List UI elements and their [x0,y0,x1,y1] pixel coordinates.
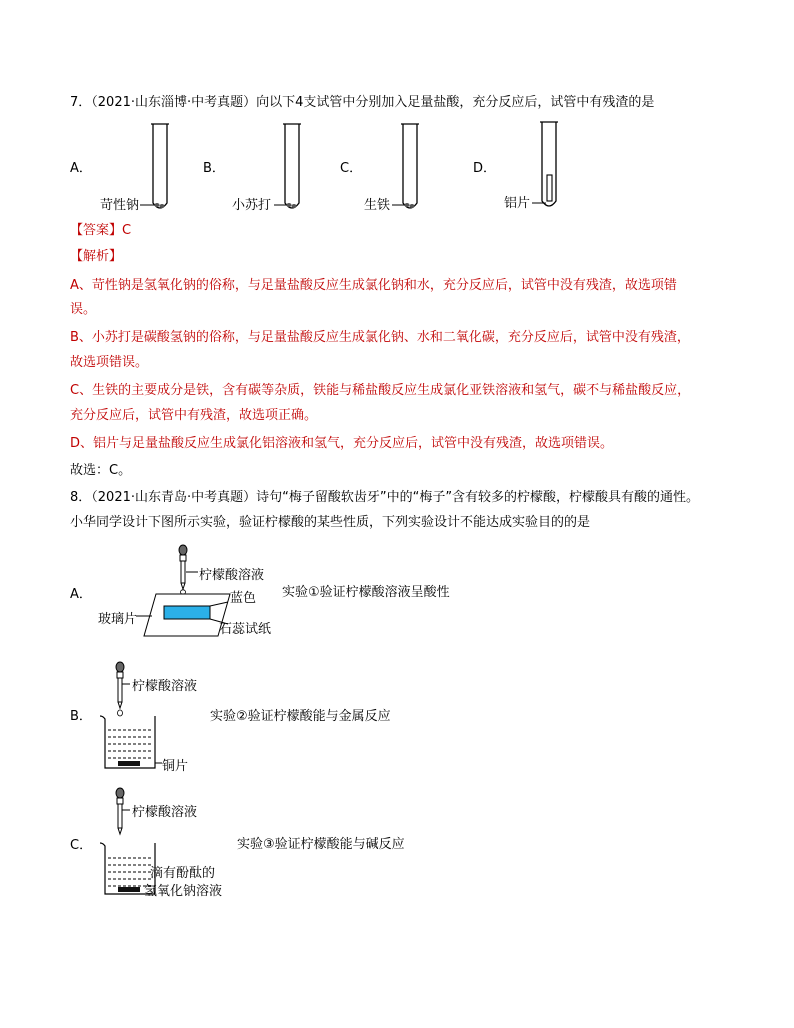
leader-line-c [392,204,404,208]
test-tube-c-icon [400,123,420,213]
q7-analysis-line: 故选项错误。 [70,355,149,370]
q7-label-a: 苛性钠 [100,198,140,213]
q8-option-c-letter: C． [70,838,93,853]
leader-line-b [274,204,286,208]
q8-b-dropper-label: 柠檬酸溶液 [132,679,198,694]
q8-option-a-letter: A． [70,587,92,602]
q7-analysis-line: B、小苏打是碳酸氢钠的俗称，与足量盐酸反应生成氯化钠、水和二氧化碳，充分反应后，试管中没有残渣， [70,330,690,345]
q8-c-phenolphthalein-label: 滴有酚酞的 [150,866,216,881]
q8-a-caption: 实验①验证柠檬酸溶液呈酸性 [282,585,450,600]
q7-option-a-letter: A． [70,161,92,176]
q7-analysis-line: 充分反应后，试管中有残渣，故选项正确。 [70,408,318,423]
q8-c-dropper-label: 柠檬酸溶液 [132,805,198,820]
q7-label-b: 小苏打 [232,198,272,213]
q7-option-b-letter: B． [203,161,225,176]
q8-stem-line2: 小华同学设计下图所示实验，验证柠檬酸的某些性质，下列实验设计不能达成实验目的的是 [70,515,591,530]
q7-option-c-letter: C． [340,161,363,176]
q7-analysis-tag: 【解析】 [70,249,123,264]
q7-conclusion: 故选：C。 [70,463,132,478]
q7-analysis-line: D、铝片与足量盐酸反应生成氯化铝溶液和氢气，充分反应后，试管中没有残渣，故选项错误。 [70,436,614,451]
q7-analysis-line: C、生铁的主要成分是铁，含有碳等杂质，铁能与稀盐酸反应生成氯化亚铁溶液和氢气，碳不与稀盐酸反应， [70,383,691,398]
test-tube-d-icon [539,121,559,211]
q7-analysis-line: 误。 [70,302,97,317]
q8-b-caption: 实验②验证柠檬酸能与金属反应 [210,709,391,724]
q7-answer [70,221,131,241]
q7-stem: 7．（2021·山东淄博·中考真题）向以下4支试管中分别加入足量盐酸，充分反应后，试管中有残渣的是 [70,95,655,110]
test-tube-a-icon [150,123,170,213]
q8-a-blue-label: 蓝色 [230,591,257,606]
q8-a-glass-label: 玻璃片 [98,612,138,627]
q8-b-copper-label: 铜片 [162,759,189,774]
q8-c-caption: 实验③验证柠檬酸能与碱反应 [237,837,405,852]
q8-stem-line1: 8．（2021·山东青岛·中考真题）诗句“梅子留酸软齿牙”中的“梅子”含有较多的柠檬酸，柠檬酸具有酸的通性。 [70,490,700,505]
q7-label-c: 生铁 [364,198,391,213]
leader-line-d [532,202,546,206]
q7-option-d-letter: D． [473,161,497,176]
leader-line-a [140,204,154,208]
q8-a-litmus-label: 石蕊试纸 [219,622,272,637]
q8-a-dropper-label: 柠檬酸溶液 [199,568,265,583]
answer-tag: 【答案】 [70,223,123,238]
test-tube-b-icon [282,123,302,213]
q8-option-b-letter: B． [70,709,92,724]
q7-analysis-line: A、苛性钠是氢氧化钠的俗称，与足量盐酸反应生成氯化钠和水，充分反应后，试管中没有残渣，故选项错 [70,278,677,293]
q8-c-naoh-label: 氢氧化钠溶液 [144,884,223,899]
q7-label-d: 铝片 [504,196,531,211]
answer-value: C [122,223,132,238]
